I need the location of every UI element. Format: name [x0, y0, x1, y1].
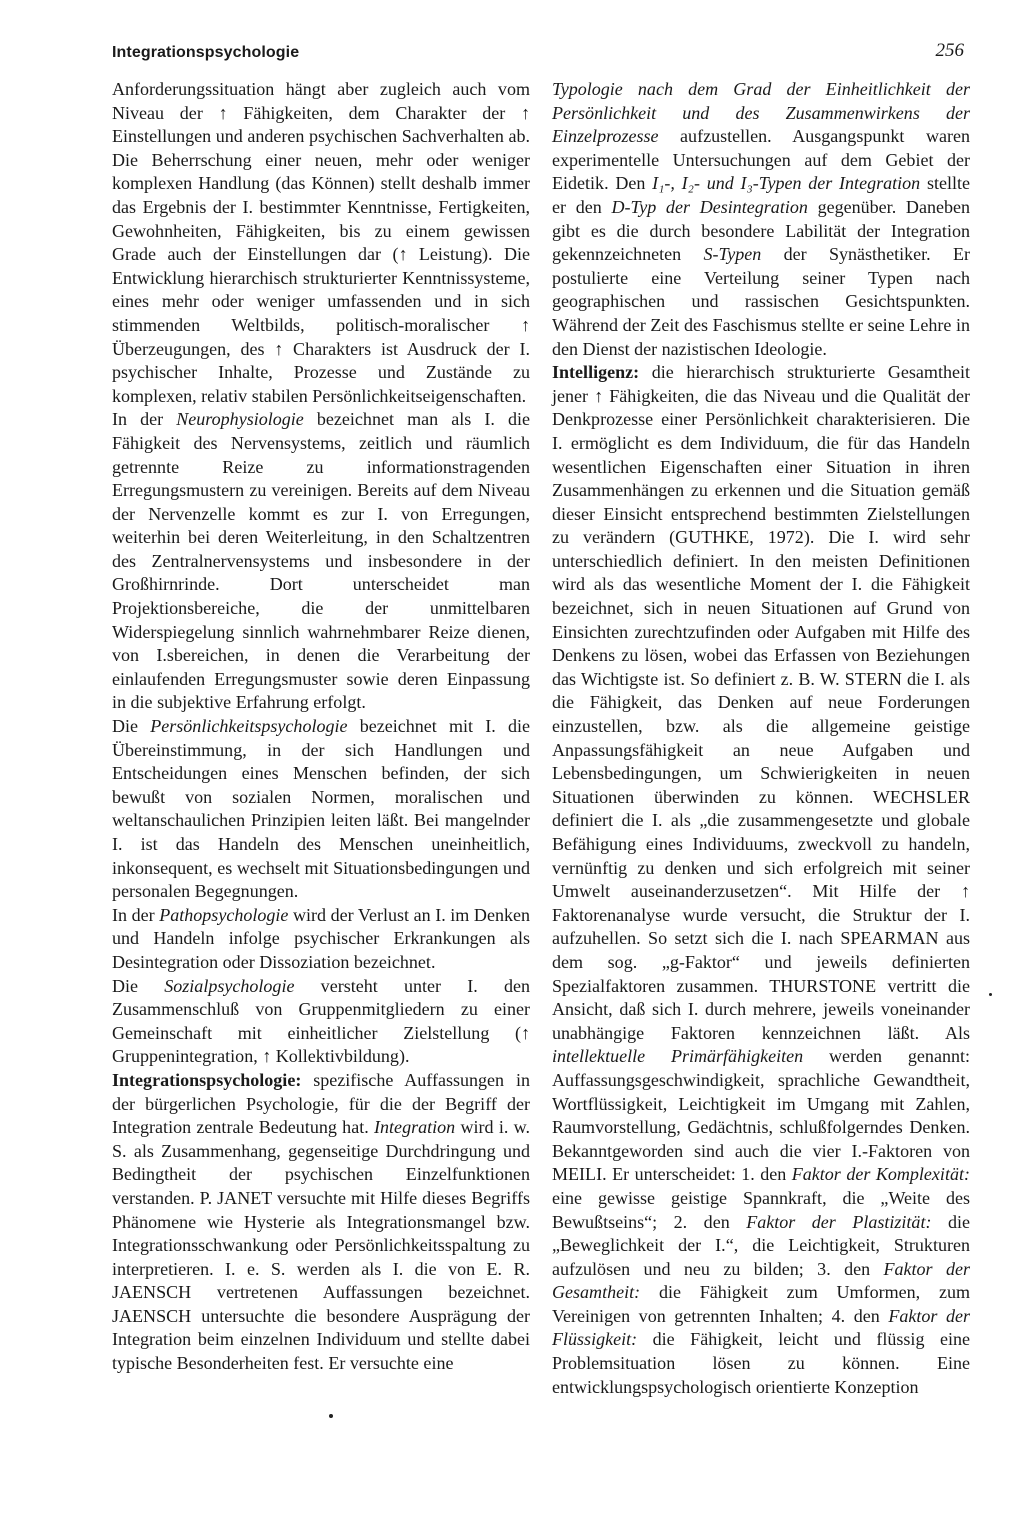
page-header	[112, 40, 964, 70]
paragraph: In der Pathopsychologie wird der Verlust an I. im Denken und Handeln infolge psychischer Erkrankungen als Desintegration oder Dissoziation bezeichnet.	[112, 904, 530, 972]
page-number: 256	[935, 40, 964, 61]
paragraph: In der Neurophysiologie bezeichnet man als I. die Fähigkeit des Nervensystems, zeitlich und räumlich getrennte Reize zu informationstragenden Erregungsmustern zu vereinigen. Bereits auf dem Niveau der Nervenzelle kommt es zur I. von Erregungen, weiterhin bei deren Weiterleitung, in den Schaltzentren des Zentralnervensystems und insbesondere in der Großhirnrinde. Dort unterscheidet man Projektionsbereiche, die der unmittelbaren Widerspiegelung sinnlich wahrnehmbarer Reize dienen, von I.sbereichen, in denen die Verarbeitung der einlaufenden Erregungsmuster sowie deren Einpassung in die subjektive Erfahrung erfolgt.	[112, 409, 530, 713]
paragraph: Typologie nach dem Grad der Einheitlichkeit der Persönlichkeit und des Zusammenwirkens der Einzelprozesse aufzustellen. Ausgangspunkt waren experimentelle Untersuchungen auf dem Gebiet der Eidetik. Den I₁-, I₂- und I₃-Typen der Integration stellte er den D-Typ der Desintegration gegenüber. Daneben gibt es die durch besondere Labilität der Integration gekennzeichneten S-Typen der Synästhetiker. Er postulierte eine Verteilung seiner Typen nach geographischen und rassischen Gesichtspunkten. Während der Zeit des Faschismus stellte er seine Lehre in den Dienst der nazistischen Ideologie.	[552, 79, 970, 359]
print-speck	[329, 1414, 333, 1418]
left-column	[112, 78, 530, 1376]
paragraph: Anforderungssituation hängt aber zugleich auch vom Niveau der ↑ Fähigkeiten, dem Charakter der ↑ Einstellungen und anderen psychischen Sachverhalten ab. Die Beherrschung einer neuen, mehr oder weniger komplexen Handlung (das Können) stellt deshalb immer das Ergebnis der I. bestimmter Kenntnisse, Fertigkeiten, Gewohnheiten, Fähigkeiten, bis zu einem gewissen Grade auch der Einstellungen dar (↑ Leistung). Die Entwicklung hierarchisch strukturierter Kenntnissysteme, eines mehr oder weniger umfassenden und in sich stimmenden Weltbilds, politisch-moralischer ↑ Überzeugungen, des ↑ Charakters ist Ausdruck der I. psychischer Inhalte, Prozesse und Zustände zu komplexen, relativ stabilen Persönlichkeitseigenschaften.	[112, 79, 530, 406]
entry-headword: Integrationspsychologie:	[112, 1069, 302, 1090]
running-head: Integrationspsychologie	[112, 44, 300, 61]
paragraph: Die Persönlichkeitspsychologie bezeichnet mit I. die Übereinstimmung, in der sich Handlungen und Entscheidungen eines Menschen befinden, der sich bewußt von sozialen Normen, moralischen und weltanschaulichen Prinzipien leiten läßt. Bei mangelnder I. ist das Handeln des Menschen uneinheitlich, inkonsequent, es wechselt mit Situationsbedingungen und personalen Begegnungen.	[112, 716, 530, 902]
entry-integrationspsychologie: Integrationspsychologie: spezifische Auffassungen in der bürgerlichen Psychologie, für die der Begriff der Integration zentrale Bedeutung hat. Integration wird i. w. S. als Zusammenhang, gegenseitige Durchdringung und Bedingtheit der psychischen Einzelfunktionen verstanden. P. JANET versuchte mit Hilfe dieses Begriffs Phänomene wie Hysterie als Integrationsmangel bzw. Integrationsschwankung oder Persönlichkeitsspaltung zu interpretieren. I. e. S. werden als I. die von E. R. JAENSCH vertretenen Auffassungen bezeichnet. JAENSCH untersuchte die besondere Ausprägung der Integration beim einzelnen Individuum und stellte dabei typische Besonderheiten fest. Er versuchte eine	[112, 1069, 530, 1374]
entry-intelligenz: Intelligenz: die hierarchisch strukturierte Gesamtheit jener ↑ Fähigkeiten, die das Niveau und die Qualität der Denkprozesse einer Persönlichkeit charakterisieren. Die I. ermöglicht es dem Individuum, die für das Handeln wesentlichen Eigenschaften einer Situation in ihren Zusammenhängen zu erkennen und die Situation gemäß dieser Einsicht entsprechend bestimmten Zielstellungen zu verändern (GUTHKE, 1972). Die I. wird sehr unterschiedlich definiert. In den meisten Definitionen wird als das wesentliche Moment der I. die Fähigkeit bezeichnet, sich in neuen Situationen auf Grund von Einsichten zurechtzufinden oder Aufgaben mit Hilfe des Denkens zu lösen, wobei das Erfassen von Beziehungen das Wichtigste ist. So definiert z. B. W. STERN die I. als die Fähigkeit, das Denken auf neue Forderungen einzustellen, bzw. als die allgemeine geistige Anpassungsfähigkeit an neue Aufgaben und Lebensbedingungen, um Schwierigkeiten in neuen Situationen überwinden zu können. WECHSLER definiert die I. als „die zusammengesetzte und globale Befähigung eines Individuums, zweckvoll zu handeln, vernünftig zu denken und sich erfolgreich mit seiner Umwelt auseinanderzusetzen“. Mit Hilfe der ↑ Faktorenanalyse wurde versucht, die Struktur der I. aufzuhellen. So setzt sich die I. nach SPEARMAN aus dem sog. „g-Faktor“ und jeweils definierten Spezialfaktoren zusammen. THURSTONE vertritt die Ansicht, daß sich I. durch mehrere, jeweils voneinander unabhängige Faktoren kennzeichnen läßt. Als intellektuelle Primärfähigkeiten werden genannt: Auffassungsgeschwindigkeit, sprachliche Gewandtheit, Wortflüssigkeit, Leichtigkeit im Umgang mit Zahlen, Raumvorstellung, Gedächtnis, schlußfolgerndes Denken. Bekanntgeworden sind auch die vier I.-Faktoren von MEILI. Er unterscheidet: 1. den Faktor der Komplexität: eine gewisse geistige Spannkraft, die „Weite des Bewußtseins“; 2. den Faktor der Plastizität: die „Beweglichkeit der I.“, die Leichtigkeit, Strukturen aufzulösen und neu zu bilden; 3. den Faktor der Gesamtheit: die Fähigkeit zum Umformen, zum Vereinigen von getrennten Inhalten; 4. den Faktor der Flüssigkeit: die Fähigkeit, leicht und flüssig eine Problemsituation lösen zu können. Eine entwicklungspsychologisch orientierte Konzeption	[552, 362, 971, 1397]
paragraph: Die Sozialpsychologie versteht unter I. den Zusammenschluß von Gruppenmitgliedern zu einer Gemeinschaft mit einheitlicher Zielstellung (↑ Gruppenintegration, ↑ Kollektivbildung).	[112, 975, 530, 1067]
print-speck	[989, 993, 992, 996]
entry-headword: Intelligenz:	[552, 362, 640, 383]
right-column	[552, 78, 970, 1399]
